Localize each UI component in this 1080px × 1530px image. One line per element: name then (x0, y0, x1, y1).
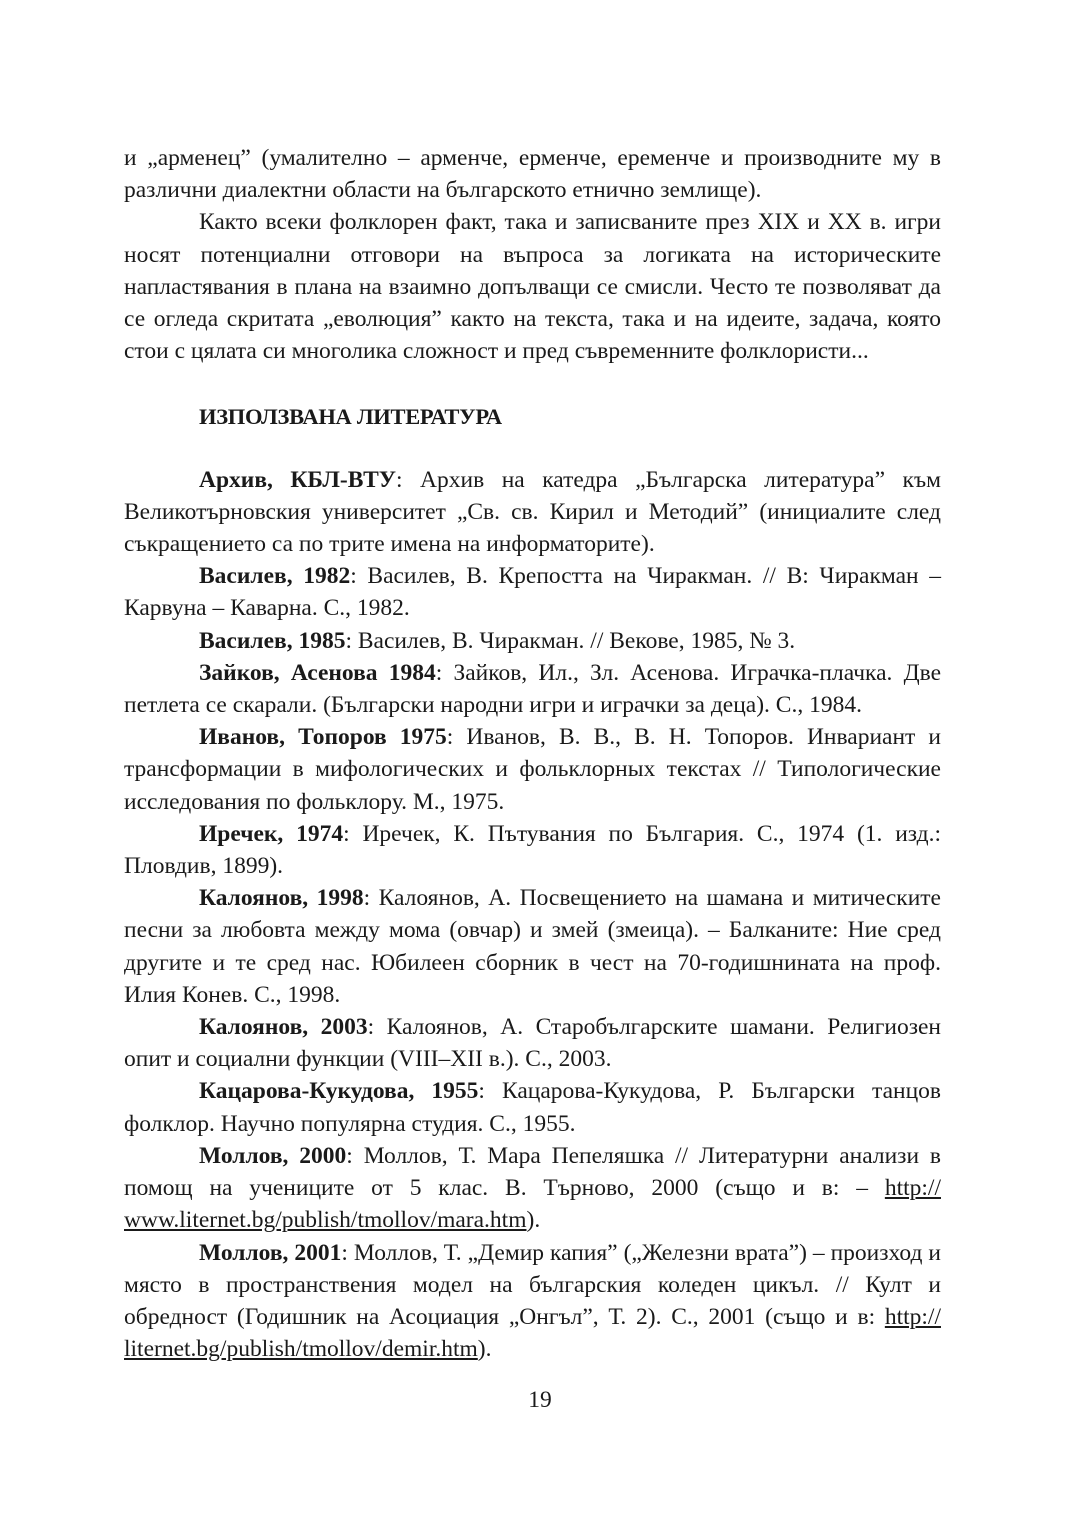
reference-text: : Калоянов, А. Старобългарските шамани. Религиозен опит и социални функции (VIII–XII в.). С., 2003. (124, 1014, 941, 1073)
reference-text: : Иванов, В. В., В. Н. Топоров. Инвариант и трансформации в мифологических и фольклорных текстах // Типологические исследования по фольклору. М., 1975. (124, 724, 941, 815)
reference-list (124, 464, 941, 1366)
reference-entry (124, 882, 941, 1011)
reference-text: : Моллов, Т. Мара Пепеляшка // Литературни анализи в помощ на учениците от 5 клас. В. Търново, 2000 (също и в: – (124, 1142, 941, 1202)
reference-text: : Иречек, К. Пътувания по България. С., 1974 (1. изд.: Пловдив, 1899). (124, 820, 941, 880)
section-heading: ИЗПОЛЗВАНА ЛИТЕРАТУРА (199, 404, 502, 430)
reference-text: : Моллов, Т. „Демир капия” („Железни врата”) – произход и място в пространствения модел на българския коледен цикъл. // Култ и обредност (Годишник на Асоциация „Онгъл”, Т. 2). С., 2001 (също и в: (124, 1239, 941, 1330)
reference-entry (124, 1011, 941, 1075)
reference-entry (124, 464, 941, 561)
reference-entry (124, 1075, 941, 1139)
reference-entry (124, 721, 941, 818)
reference-key: Калоянов, 2003 (199, 1014, 368, 1041)
reference-text-end: ). (477, 1336, 492, 1363)
reference-key: Моллов, 2000 (199, 1142, 347, 1169)
reference-key: Моллов, 2001 (199, 1239, 342, 1266)
reference-link[interactable]: http:// www.liternet.bg/publish/tmollov/mara.htm (124, 1175, 941, 1234)
reference-entry (124, 657, 941, 721)
reference-key: Василев, 1985 (199, 627, 346, 654)
reference-key: Кацарова-Кукудова, 1955 (199, 1078, 479, 1105)
page-number: 19 (528, 1387, 552, 1413)
reference-text: : Кацарова-Кукудова, Р. Български танцов фолклор. Научно популярна студия. С., 1955. (124, 1078, 941, 1137)
reference-key: Зайков, Асенова 1984 (199, 659, 436, 686)
reference-entry (124, 625, 941, 657)
reference-key: Василев, 1982 (199, 563, 351, 590)
reference-entry (124, 1140, 941, 1237)
reference-key: Иречек, 1974 (199, 820, 344, 847)
reference-text: : Зайков, Ил., Зл. Асенова. Играчка-плачка. Две петлета се скарали. (Български народни игри и играчки за деца). С., 1984. (124, 659, 941, 719)
reference-text-end: ). (526, 1207, 541, 1234)
body-paragraph-2: Както всеки фолклорен факт, така и записваните през XIX и XX в. игри носят потенциални отговори на въпроса за логиката на историческите напластявания в плана на взаимно допълващи се смисли. Често те позволяват да се огледа скритата „еволюция” както на текста, така и на идеите, задача, която стои с цялата си многолика сложност и пред съвременните фолклористи... (124, 209, 941, 365)
reference-entry (124, 1237, 941, 1366)
reference-text: : Василев, В. Крепостта на Чиракман. // В: Чиракман – Карвуна – Каварна. С., 1982. (124, 563, 941, 622)
reference-key: Архив, КБЛ-ВТУ (199, 466, 397, 493)
body-paragraph-1: и „арменец” (умалително – арменче, ерменче, еременче и производните му в различни диалектни области на българското етнично землище). (124, 145, 941, 204)
reference-key: Иванов, Топоров 1975 (199, 724, 447, 751)
reference-key: Калоянов, 1998 (199, 885, 364, 912)
reference-entry (124, 818, 941, 882)
reference-link[interactable]: http:// liternet.bg/publish/tmollov/demir.htm (124, 1303, 941, 1363)
reference-text: : Калоянов, А. Посвещението на шамана и митическите песни за любовта между мома (овчар) и змей (змеица). – Балканите: Ние сред другите и те сред нас. Юбилеен сборник в чест на 70-годишнината на проф. Илия Конев. С., 1998. (124, 885, 941, 1008)
page-content (124, 142, 941, 1365)
reference-text: : Архив на катедра „Българска литература” към Великотърновския университет „Св. св. Кирил и Методий” (инициалите след съкращението са по трите имена на информаторите). (124, 466, 941, 558)
reference-text: : Василев, В. Чиракман. // Векове, 1985, № 3. (345, 627, 796, 654)
reference-entry (124, 560, 941, 624)
